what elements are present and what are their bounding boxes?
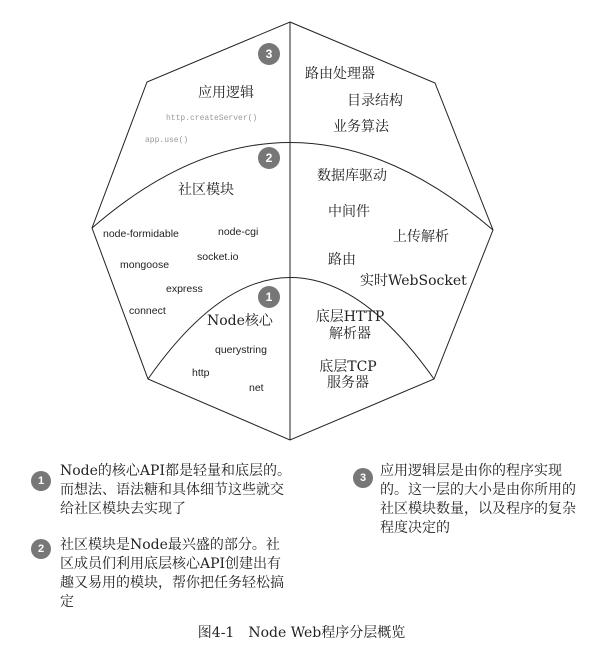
layer2-item: 实时WebSocket	[360, 273, 467, 289]
layer3-item: 目录结构	[347, 93, 403, 109]
note-2: 社区模块是Node最兴盛的部分。社区成员们利用底层核心API创建出有趣又易用的模块，帮你把任务轻松搞定	[60, 537, 284, 610]
layer1-item: 底层HTTP	[315, 309, 385, 325]
core-module-label: http	[192, 367, 210, 379]
module-label: mongoose	[120, 259, 170, 271]
badge-3	[258, 43, 280, 65]
code-app-use: app.use()	[145, 136, 189, 145]
module-label: node-cgi	[218, 226, 259, 238]
layer2-item: 路由	[328, 252, 356, 268]
figure-caption: 图4-1 Node Web程序分层概览	[197, 625, 406, 641]
badge-1	[258, 286, 280, 308]
code-create-server: http.createServer()	[166, 114, 258, 123]
module-label: connect	[129, 305, 166, 317]
note-badge-1: 1	[31, 471, 51, 491]
layer3-item: 业务算法	[333, 119, 389, 135]
layer1-title: Node核心	[207, 313, 273, 329]
module-label: node-formidable	[103, 228, 179, 240]
layer1-item: 解析器	[329, 326, 371, 342]
module-label: socket.io	[197, 251, 239, 263]
layer2-item: 中间件	[328, 204, 370, 220]
badge-2	[258, 147, 280, 169]
core-module-label: net	[249, 382, 264, 394]
svg-text:1: 1	[265, 290, 273, 304]
note-badge-2: 2	[31, 539, 51, 559]
module-label: express	[166, 283, 203, 295]
layer1-item: 服务器	[327, 375, 369, 391]
svg-text:3: 3	[265, 47, 273, 61]
note-badge-3: 3	[353, 468, 373, 488]
layer3-title: 应用逻辑	[198, 85, 254, 101]
layer2-boundary-arc	[92, 142, 493, 230]
layer1-item: 底层TCP	[319, 359, 377, 375]
note-1: Node的核心API都是轻量和底层的。而想法、语法糖和具体细节这些就交给社区模块去实现了	[60, 463, 291, 517]
svg-text:2: 2	[265, 151, 273, 165]
layer3-item: 路由处理器	[305, 66, 375, 82]
note-3: 应用逻辑层是由你的程序实现的。这一层的大小是由你所用的社区模块数量，以及程序的复杂程度决定的	[380, 463, 576, 536]
layer2-item: 数据库驱动	[317, 168, 387, 184]
core-module-label: querystring	[215, 344, 267, 356]
layer2-item: 上传解析	[393, 229, 449, 245]
layer2-title: 社区模块	[178, 182, 234, 198]
